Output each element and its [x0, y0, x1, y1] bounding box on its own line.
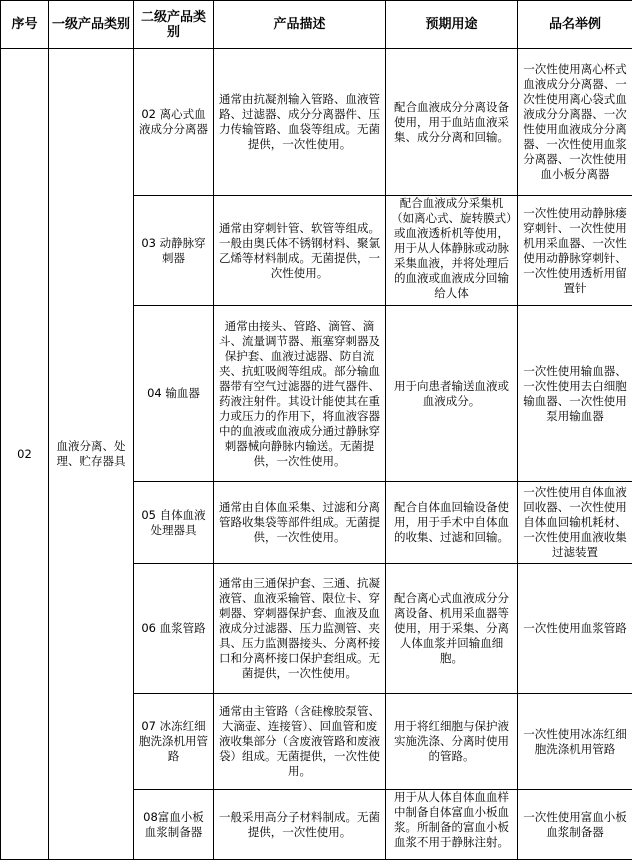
row-examples: 一次性使用血浆管路 [518, 564, 632, 694]
table-row [1, 49, 632, 196]
header-level2: 二级产品类别 [134, 1, 214, 49]
row-intended-use: 用于向患者输送血液或血液成分。 [386, 306, 518, 482]
row-intended-use: 配合血液成分分离设备使用，用于血站血液采集、成分分离和回输。 [386, 49, 518, 196]
row-examples: 一次性使用冰冻红细胞洗涤机用管路 [518, 694, 632, 790]
row-description: 一般采用高分子材料制成。无菌提供，一次性使用。 [214, 790, 386, 860]
header-no: 序号 [1, 1, 49, 49]
row-examples: 一次性使用动静脉瘘穿刺针、一次性使用机用采血器、一次性使用动静脉穿刺针、一次性使用透析用留置针 [518, 196, 632, 306]
row-level2: 03 动静脉穿刺器 [134, 196, 214, 306]
row-description: 通常由三通保护套、三通、抗凝液管、血液采输管、限位卡、穿刺器、穿刺器保护套、血液及血液成分过滤器、压力监测管、夹具、压力监测器接头、分离杯接口和分离杯接口保护套组成。无菌提供，一次性使用。 [214, 564, 386, 694]
row-examples: 一次性使用自体血液回收器、一次性使用自体血回输机耗材、一次性使用血液收集过滤装置 [518, 482, 632, 564]
row-examples: 一次性使用离心杯式血液成分分离器、一次性使用离心袋式血液成分分离器、一次性使用血液成分分离器、一次性使用血浆分离器、一次性使用血小板分离器 [518, 49, 632, 196]
row-level2: 08富血小板血浆制备器 [134, 790, 214, 860]
row-description: 通常由主管路（含硅橡胶泵管、大滴壶、连接管）、回血管和废液收集部分（含废液管路和废液袋）组成。无菌提供，一次性使用。 [214, 694, 386, 790]
group-level1: 血液分离、处理、贮存器具 [49, 49, 134, 860]
row-intended-use: 用于从人体自体血血样中制备自体富血小板血浆。所制备的富血小板血浆不用于静脉注射。 [386, 790, 518, 860]
row-description: 通常由穿刺针管、软管等组成。一般由奥氏体不锈钢材料、聚氯乙烯等材料制成。无菌提供，一次性使用。 [214, 196, 386, 306]
group-number: 02 [1, 49, 49, 860]
row-intended-use: 用于将红细胞与保护液实施洗涤、分离时使用的管路。 [386, 694, 518, 790]
header-examples: 品名举例 [518, 1, 632, 49]
header-row [1, 1, 632, 49]
row-intended-use: 配合离心式血液成分分离设备、机用采血器等使用，用于采集、分离人体血浆并回输血细胞。 [386, 564, 518, 694]
row-intended-use: 配合自体血回输设备使用，用于手术中自体血的收集、过滤和回输。 [386, 482, 518, 564]
row-level2: 02 离心式血液成分分离器 [134, 49, 214, 196]
row-level2: 07 冰冻红细胞洗涤机用管路 [134, 694, 214, 790]
row-examples: 一次性使用富血小板血浆制备器 [518, 790, 632, 860]
row-intended-use: 配合血液成分采集机（如离心式、旋转膜式）或血液透析机等使用，用于从人体静脉或动脉采集血液，并将处理后的血液或血液成分回输给人体 [386, 196, 518, 306]
row-description: 通常由自体血采集、过滤和分离管路收集袋等部件组成。无菌提供，一次性使用。 [214, 482, 386, 564]
row-description: 通常由接头、管路、滴管、滴斗、流量调节器、瓶塞穿刺器及保护套、血液过滤器、防自流夹、抗虹吸阀等组成。部分输血器带有空气过滤器的进气器件、药液注射件。其设计能使其在重力或压力的作用下，将血液容器中的血液或血液成分通过静脉穿刺器械向静脉内输送。无菌提供，一次性使用。 [214, 306, 386, 482]
row-level2: 04 输血器 [134, 306, 214, 482]
header-intended-use: 预期用途 [386, 1, 518, 49]
header-level1: 一级产品类别 [49, 1, 134, 49]
row-description: 通常由抗凝剂输入管路、血液管路、过滤器、成分分离器件、压力传输管路、血袋等组成。无菌提供，一次性使用。 [214, 49, 386, 196]
row-level2: 05 自体血液处理器具 [134, 482, 214, 564]
row-level2: 06 血浆管路 [134, 564, 214, 694]
row-examples: 一次性使用输血器、一次性使用去白细胞输血器、一次性使用泵用输血器 [518, 306, 632, 482]
header-description: 产品描述 [214, 1, 386, 49]
